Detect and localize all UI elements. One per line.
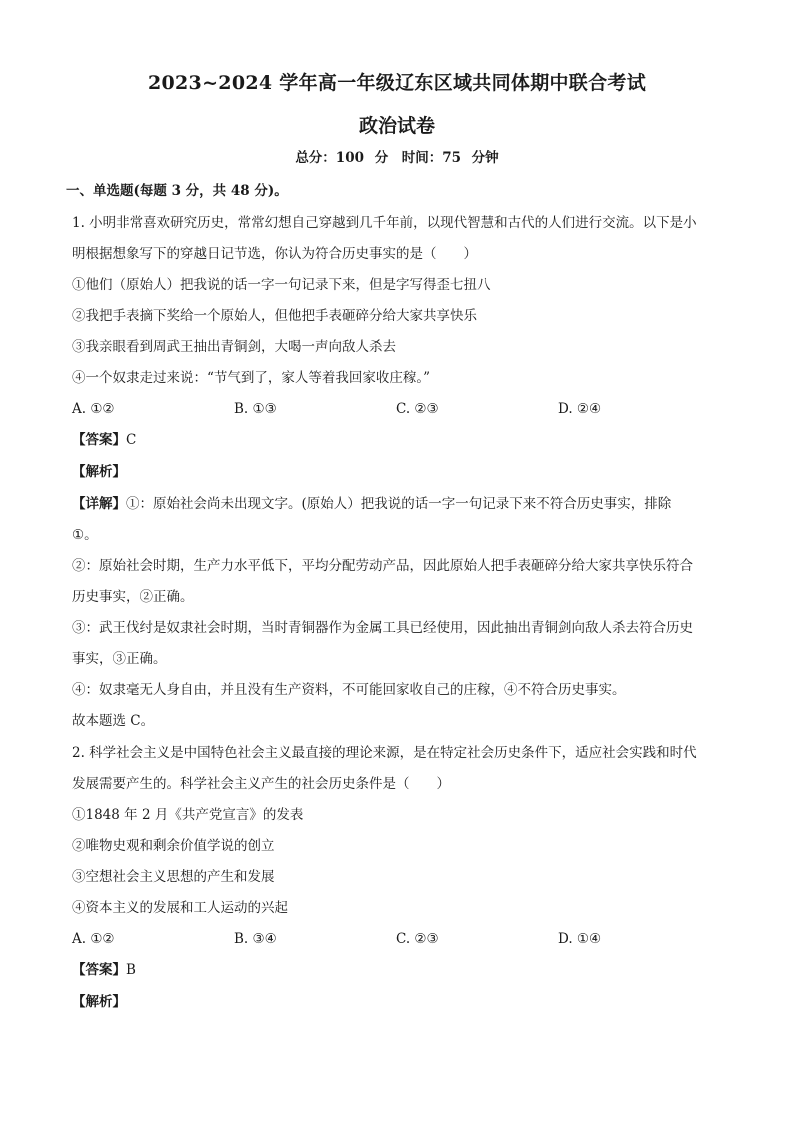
q2-analysis xyxy=(72,992,724,1012)
exam-meta: 总分：100 分 时间：75 分钟 xyxy=(295,150,499,166)
q2-option-d: D. ①④ xyxy=(558,931,602,947)
q1-conclusion: 故本题选 C。 xyxy=(72,713,155,729)
q1-item-1: ①他们（原始人）把我说的话一字一句记录下来，但是字写得歪七扭八 xyxy=(72,277,491,293)
q2-stem-line-2: 发展需要产生的。科学社会主义产生的社会历史条件是（ ） xyxy=(72,776,450,792)
q1-detail-line-4: 历史事实，②正确。 xyxy=(72,589,194,605)
analysis-tag: 【解析】 xyxy=(72,464,126,480)
q1-item-4: ④一个奴隶走过来说：“节气到了，家人等着我回家收庄稼。” xyxy=(72,370,431,386)
q1-option-c: C. ②③ xyxy=(396,401,439,417)
answer-value: B xyxy=(126,962,136,978)
q2-option-b: B. ③④ xyxy=(234,931,277,947)
q1-detail-line-6: 事实，③正确。 xyxy=(72,651,167,667)
q2-item-3: ③空想社会主义思想的产生和发展 xyxy=(72,869,275,885)
exam-title: 2023~2024 学年高一年级辽东区域共同体期中联合考试 xyxy=(148,72,646,94)
q1-detail-line-5: ③：武王伐纣是奴隶社会时期，当时青铜器作为金属工具已经使用，因此抽出青铜剑向敌人杀去符合历史 xyxy=(72,620,693,636)
q1-option-a: A. ①② xyxy=(72,401,115,417)
q2-item-4: ④资本主义的发展和工人运动的兴起 xyxy=(72,900,288,916)
q1-detail-line-3: ②：原始社会时期，生产力水平低下，平均分配劳动产品，因此原始人把手表砸碎分给大家共享快乐符合 xyxy=(72,558,693,574)
q2-item-1: ①1848 年 2 月《共产党宣言》的发表 xyxy=(72,807,304,823)
q1-item-3: ③我亲眼看到周武王抽出青铜剑，大喝一声向敌人杀去 xyxy=(72,339,396,355)
q1-options xyxy=(72,399,724,419)
detail-text: ①：原始社会尚未出现文字。(原始人）把我说的话一字一句记录下来不符合历史事实，排除 xyxy=(126,496,672,512)
answer-value: C xyxy=(126,432,137,448)
q2-option-c: C. ②③ xyxy=(396,931,439,947)
q1-detail-line-7: ④：奴隶毫无人身自由，并且没有生产资料，不可能回家收自己的庄稼，④不符合历史事实。 xyxy=(72,682,626,698)
q1-detail-line-2: ①。 xyxy=(72,527,98,543)
q2-options xyxy=(72,929,724,949)
q2-option-a: A. ①② xyxy=(72,931,115,947)
q2-stem-line-1: 2. 科学社会主义是中国特色社会主义最直接的理论来源，是在特定社会历史条件下，适应社会实践和时代 xyxy=(72,745,697,761)
answer-tag: 【答案】 xyxy=(72,962,126,978)
answer-tag: 【答案】 xyxy=(72,432,126,448)
q1-detail-line-1 xyxy=(72,494,724,514)
detail-tag: 【详解】 xyxy=(72,496,126,512)
analysis-tag: 【解析】 xyxy=(72,994,126,1010)
q1-option-b: B. ①③ xyxy=(234,401,277,417)
q2-item-2: ②唯物史观和剩余价值学说的创立 xyxy=(72,838,275,854)
q1-analysis xyxy=(72,462,724,482)
exam-subject: 政治试卷 xyxy=(358,115,435,137)
q1-answer xyxy=(72,430,724,450)
q1-stem-line-2: 明根据想象写下的穿越日记节选，你认为符合历史事实的是（ ） xyxy=(72,246,477,262)
section-heading: 一、单选题(每题 3 分，共 48 分)。 xyxy=(66,183,288,199)
q2-answer xyxy=(72,960,724,980)
q1-option-d: D. ②④ xyxy=(558,401,602,417)
q1-stem-line-1: 1. 小明非常喜欢研究历史，常常幻想自己穿越到几千年前，以现代智慧和古代的人们进行交流。以下是小 xyxy=(72,215,697,231)
q1-item-2: ②我把手表摘下奖给一个原始人，但他把手表砸碎分给大家共享快乐 xyxy=(72,308,477,324)
